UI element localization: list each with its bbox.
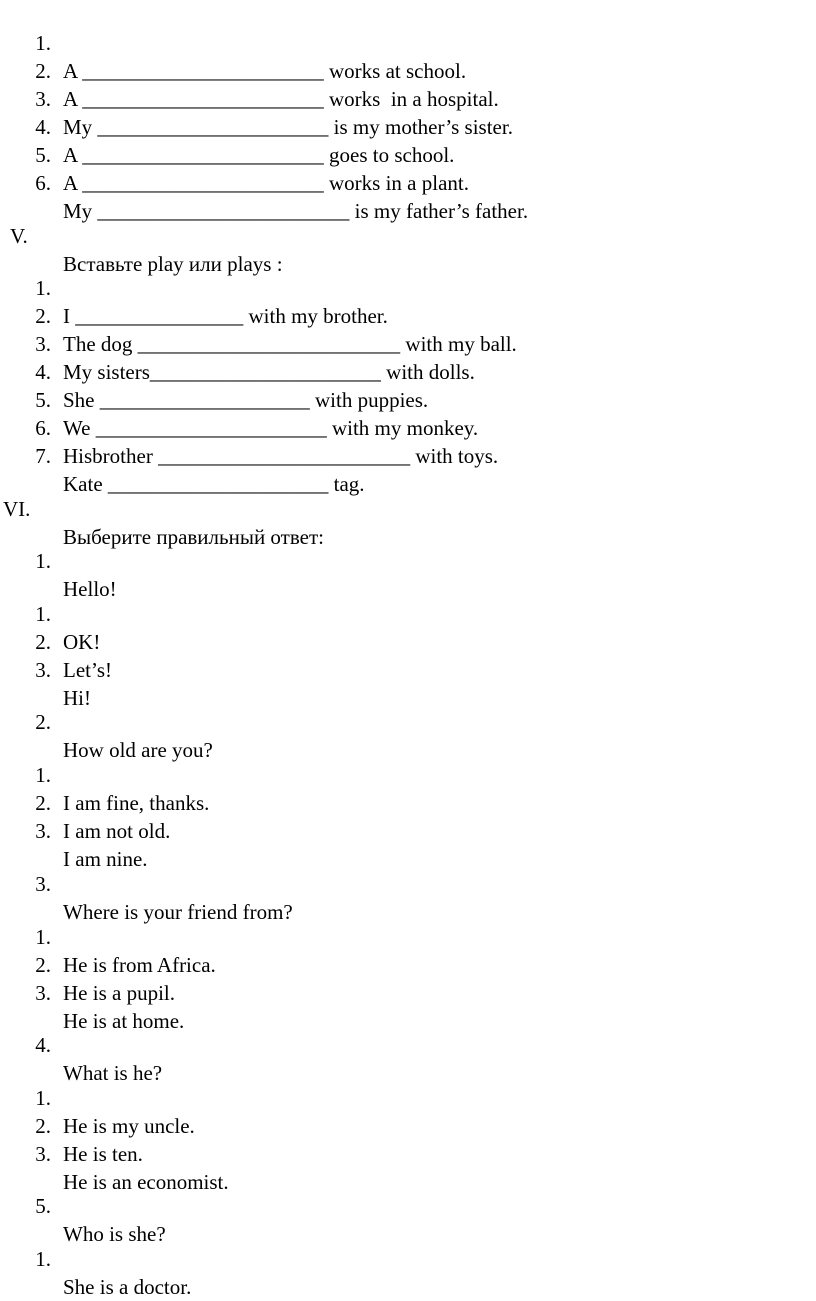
question-text: Hello!	[63, 577, 117, 601]
item-number: 6.	[35, 171, 51, 195]
item-text: We ______________________ with my monkey.	[63, 416, 479, 440]
option-number: 2.	[35, 1114, 51, 1138]
option-number: 2.	[35, 953, 51, 977]
item-number: 7.	[35, 444, 51, 468]
option-number: 2.	[35, 791, 51, 815]
item-number: 1.	[35, 31, 51, 55]
option-number: 1.	[35, 602, 51, 626]
option-text: He is from Africa.	[63, 953, 216, 977]
section-heading	[0, 194, 283, 276]
option-number: 3.	[35, 1142, 51, 1166]
option-text: She is a doctor.	[63, 1275, 192, 1299]
item-number: 2.	[35, 59, 51, 83]
option-text: I am not old.	[63, 819, 171, 843]
section-numeral: VI.	[3, 497, 31, 521]
item-text: Kate _____________________ tag.	[63, 472, 365, 496]
item-number: 4.	[35, 115, 51, 139]
question	[0, 519, 117, 601]
question-text: What is he?	[63, 1061, 163, 1085]
question-number: 4.	[35, 1033, 51, 1057]
option-number: 1.	[35, 1247, 51, 1271]
item-text: A _______________________ works in a plant.	[63, 171, 469, 195]
item-text: I ________________ with my brother.	[63, 304, 388, 328]
question-number: 2.	[35, 710, 51, 734]
option-text: He is my uncle.	[63, 1114, 195, 1138]
option-text: OK!	[63, 630, 101, 654]
question-number: 3.	[35, 872, 51, 896]
option-number: 1.	[35, 925, 51, 949]
option-text: I am fine, thanks.	[63, 791, 210, 815]
item-number: 4.	[35, 360, 51, 384]
fill-item	[0, 1, 467, 83]
item-number: 5.	[35, 143, 51, 167]
question-text: How old are you?	[63, 738, 213, 762]
option-number: 2.	[35, 630, 51, 654]
item-number: 2.	[35, 304, 51, 328]
item-text: My sisters______________________ with dolls.	[63, 360, 475, 384]
item-text: My ______________________ is my mother’s sister.	[63, 115, 513, 139]
item-number: 3.	[35, 87, 51, 111]
section-title: Выберите правильный ответ:	[63, 525, 324, 549]
question-number: 5.	[35, 1194, 51, 1218]
question-number: 1.	[35, 549, 51, 573]
question-text: Who is she?	[63, 1222, 166, 1246]
item-text: A _______________________ works in a hospital.	[63, 87, 499, 111]
option-text: Hi!	[63, 686, 91, 710]
option-number: 1.	[35, 763, 51, 787]
option-number: 3.	[35, 658, 51, 682]
item-text: My ________________________ is my father’s father.	[63, 199, 529, 223]
section-title: Вставьте play или plays :	[63, 252, 283, 276]
item-text: She ____________________ with puppies.	[63, 388, 429, 412]
option-number: 3.	[35, 819, 51, 843]
item-number: 3.	[35, 332, 51, 356]
item-number: 1.	[35, 276, 51, 300]
item-number: 5.	[35, 388, 51, 412]
option-number: 3.	[35, 981, 51, 1005]
option-text: He is an economist.	[63, 1170, 229, 1194]
item-number: 6.	[35, 416, 51, 440]
question-text: Where is your friend from?	[63, 900, 293, 924]
option-number: 1.	[35, 1086, 51, 1110]
item-text: Hisbrother ________________________ with toys.	[63, 444, 499, 468]
option-text: I am nine.	[63, 847, 148, 871]
item-text: The dog _________________________ with my ball.	[63, 332, 517, 356]
option-text: He is at home.	[63, 1009, 185, 1033]
option-text: Let’s!	[63, 658, 112, 682]
section-numeral: V.	[10, 224, 28, 248]
item-text: A _______________________ works at school.	[63, 59, 467, 83]
option-text: He is a pupil.	[63, 981, 175, 1005]
option-text: He is ten.	[63, 1142, 143, 1166]
item-text: A _______________________ goes to school.	[63, 143, 455, 167]
